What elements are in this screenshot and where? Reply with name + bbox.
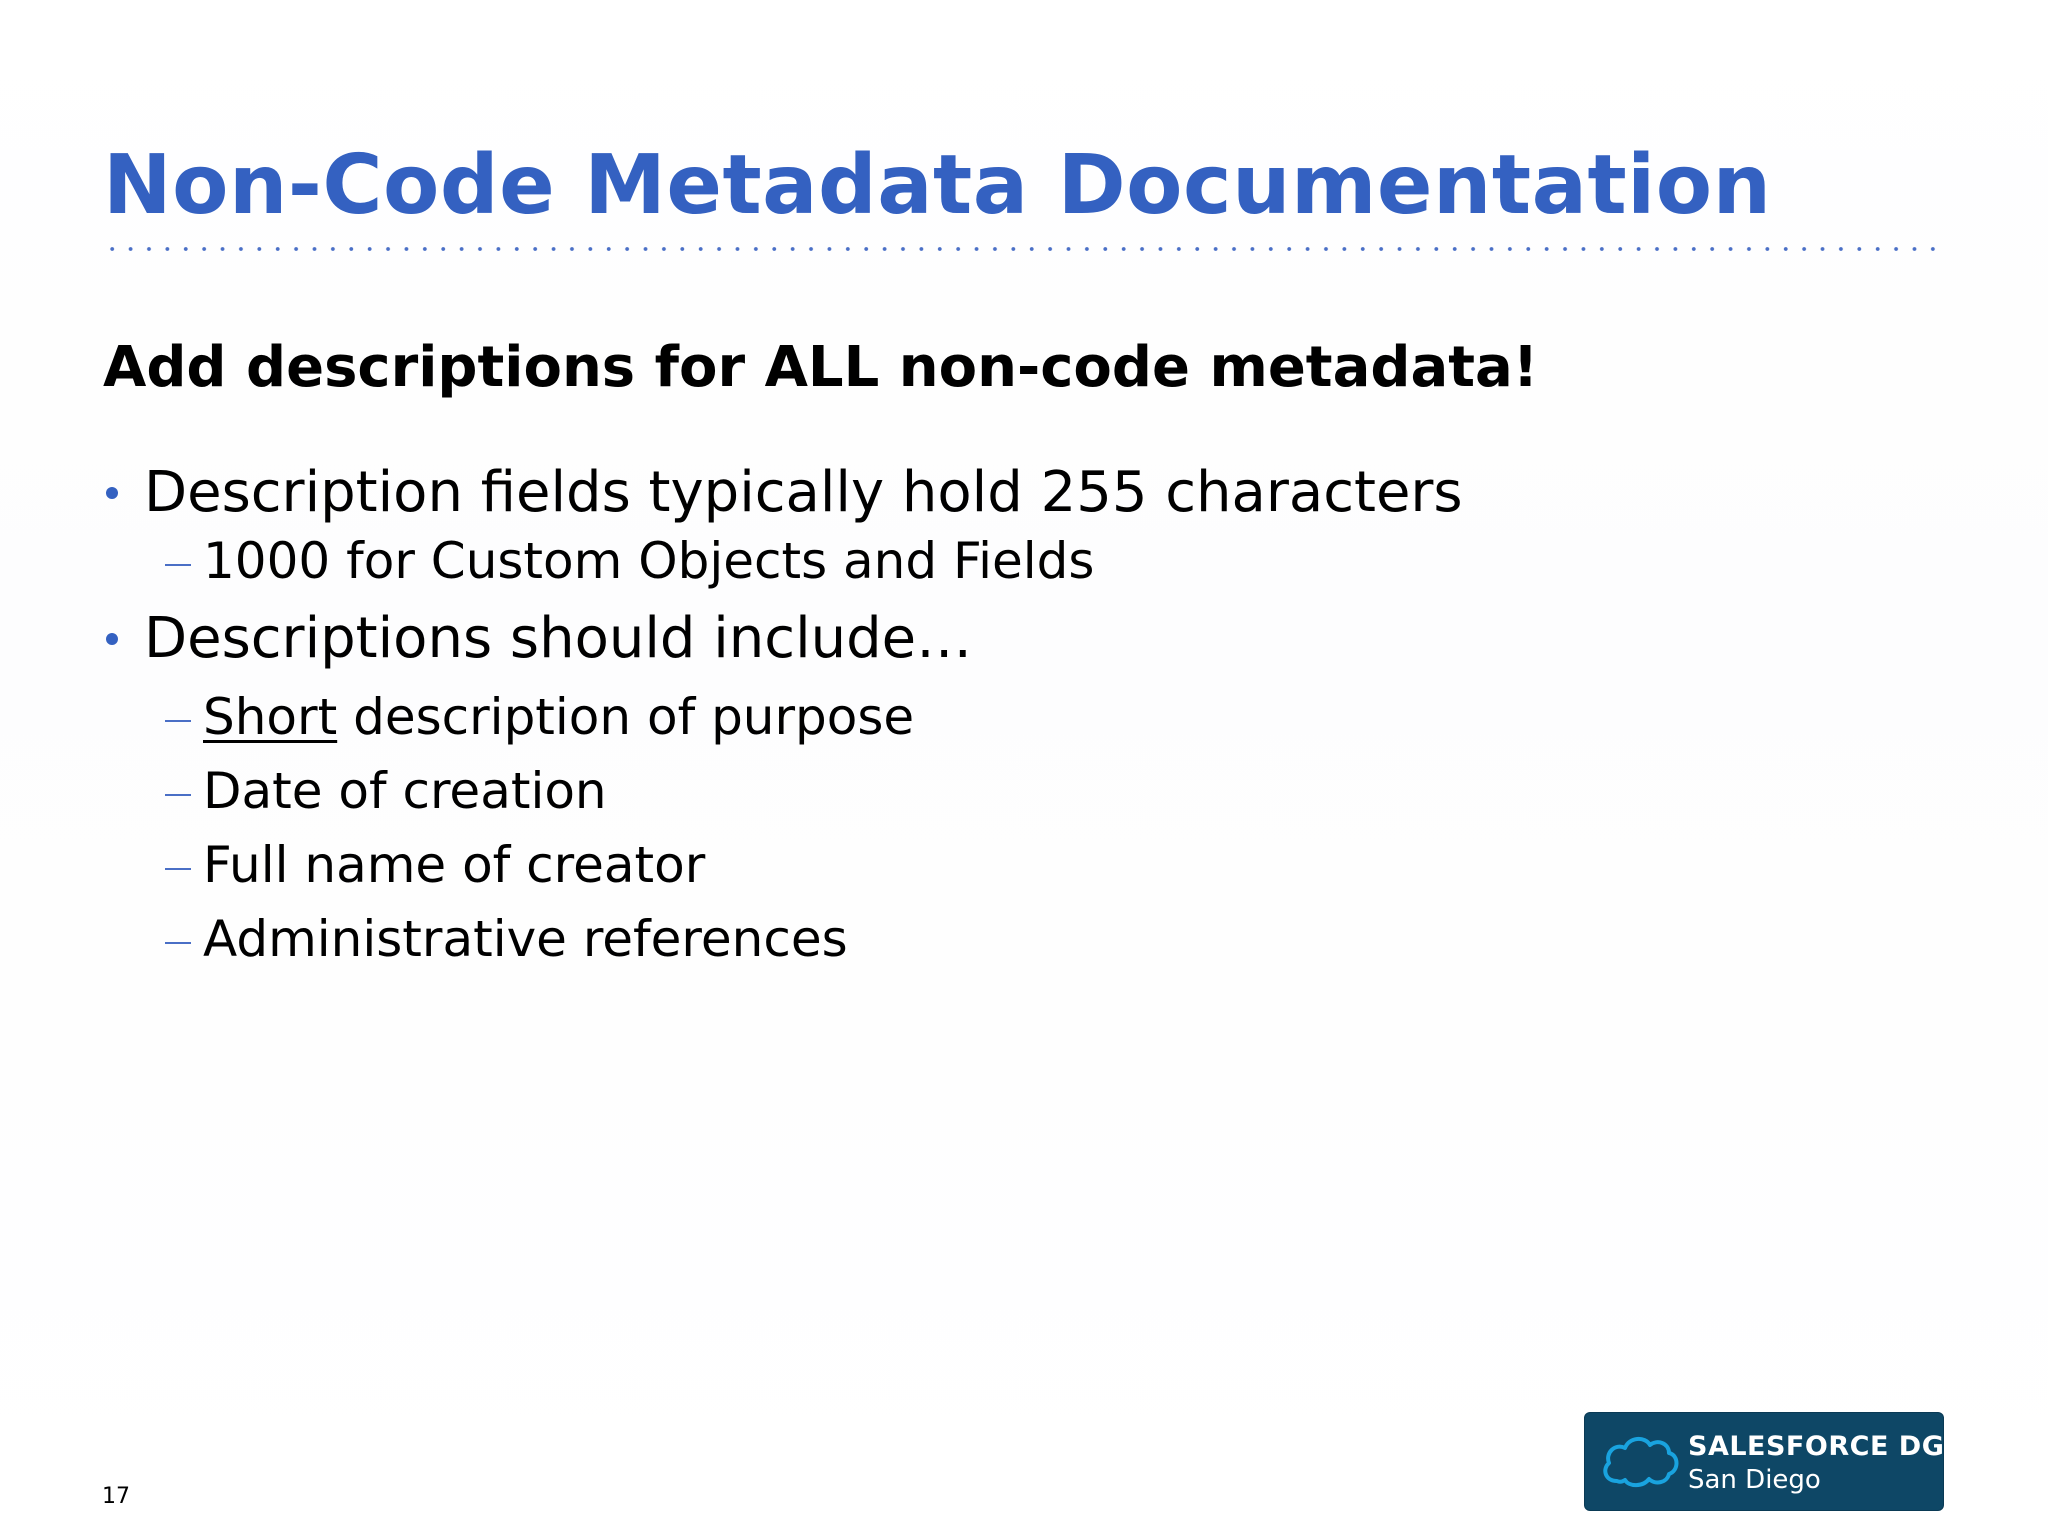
dash-icon (165, 564, 191, 566)
sub-bullet-item (165, 908, 848, 970)
sub-bullet-text: Administrative references (203, 910, 848, 968)
slide-title: Non-Code Metadata Documentation (103, 138, 1772, 233)
bullet-text: Descriptions should include… (144, 606, 973, 671)
sub-bullet-text: Date of creation (203, 762, 607, 820)
sub-bullet-item (165, 686, 914, 748)
bullet-text: Description fields typically hold 255 characters (144, 460, 1463, 525)
cloud-icon (1599, 1431, 1681, 1493)
salesforce-dg-logo (1585, 1413, 1943, 1510)
bullet-dot-icon (106, 633, 118, 645)
bullet-item (103, 604, 972, 674)
logo-brand-text: SALESFORCE DG (1688, 1431, 1945, 1462)
sub-bullet-text (203, 686, 914, 748)
sub-bullet-text: 1000 for Custom Objects and Fields (203, 532, 1095, 590)
bullet-item (103, 458, 1463, 528)
logo-city-text: San Diego (1688, 1465, 1821, 1495)
sub-bullet-item (165, 834, 705, 896)
sub-bullet-text: Full name of creator (203, 836, 706, 894)
sub-bullet-rest: description of purpose (337, 688, 915, 746)
dash-icon (165, 868, 191, 870)
underlined-word: Short (203, 688, 338, 746)
dash-icon (165, 942, 191, 944)
title-divider (103, 246, 1943, 252)
page-number: 17 (102, 1484, 130, 1509)
bullet-dot-icon (106, 487, 118, 499)
dash-icon (165, 720, 191, 722)
slide-subtitle: Add descriptions for ALL non-code metadata! (103, 335, 1539, 400)
sub-bullet-item (165, 530, 1094, 592)
dash-icon (165, 794, 191, 796)
sub-bullet-item (165, 760, 607, 822)
